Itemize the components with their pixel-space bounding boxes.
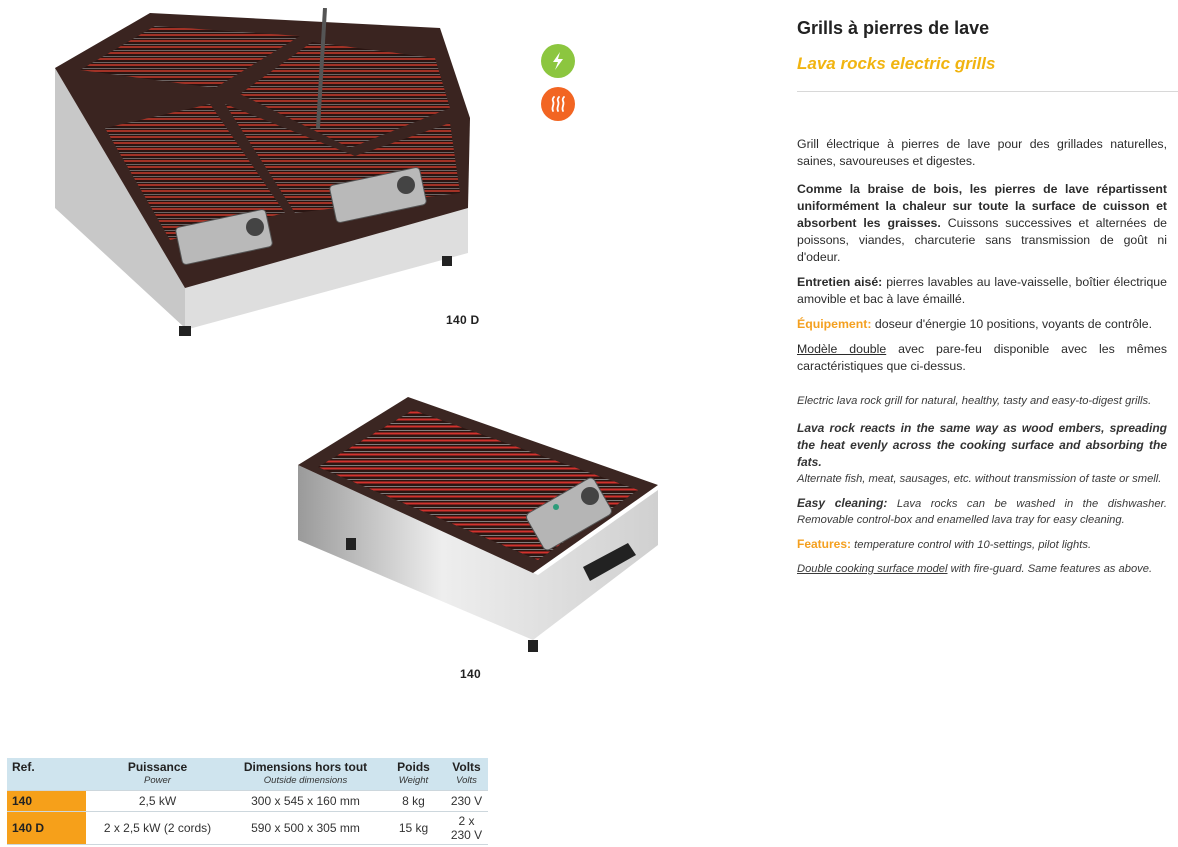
heat-waves-icon: [541, 87, 575, 121]
en-paragraph-2: [797, 420, 1167, 487]
col-header-volts: Volts Volts: [445, 758, 488, 791]
en-paragraph-3-text: Lava rocks can be washed in the dishwasher. Removable control-box and enamelled lava tray for easy cleaning.: [797, 498, 1167, 526]
fr-paragraph-3-bold: Entretien aisé:: [797, 275, 883, 289]
french-description: [797, 136, 1167, 375]
en-paragraph-5: [797, 561, 1167, 577]
title-french: Grills à pierres de lave: [797, 18, 990, 38]
cell-weight: 8 kg: [382, 791, 445, 812]
cell-volts: 230 V: [445, 791, 488, 812]
single-grill-photo: [298, 395, 663, 660]
table-row: [7, 791, 488, 812]
en-paragraph-4-text: temperature control with 10-settings, pilot lights.: [851, 539, 1092, 551]
en-paragraph-2-text: Alternate fish, meat, sausages, etc. without transmission of taste or smell.: [797, 473, 1162, 485]
en-paragraph-3: [797, 495, 1167, 528]
title-divider: [797, 91, 1178, 92]
bottom-photo-caption: 140: [460, 667, 481, 681]
fr-paragraph-4: [797, 316, 1167, 333]
top-photo-caption: 140 D: [446, 313, 480, 327]
en-paragraph-4-accent: Features:: [797, 537, 852, 551]
cell-power: 2 x 2,5 kW (2 cords): [86, 812, 229, 845]
cell-dimensions: 590 x 500 x 305 mm: [229, 812, 382, 845]
double-grill-photo: [50, 8, 480, 343]
cell-ref: 140: [7, 791, 86, 812]
title-english: Lava rocks electric grills: [797, 54, 996, 73]
en-paragraph-4: [797, 536, 1167, 553]
fr-paragraph-2-text: Cuissons successives et alternées de poissons, viandes, charcuterie sans transmission de goût ni d'odeur.: [797, 216, 1167, 264]
fr-paragraph-5-underline: Modèle double: [797, 342, 887, 356]
en-paragraph-5-underline: Double cooking surface model: [797, 563, 948, 575]
fr-paragraph-1: Grill électrique à pierres de lave pour des grillades naturelles, saines, savoureuses et digestes.: [797, 137, 1167, 168]
cell-volts: 2 x 230 V: [445, 812, 488, 845]
cell-dimensions: 300 x 545 x 160 mm: [229, 791, 382, 812]
table-header-row: [7, 758, 488, 791]
cell-weight: 15 kg: [382, 812, 445, 845]
fr-paragraph-4-text: doseur d'énergie 10 positions, voyants de contrôle.: [871, 317, 1153, 331]
fr-paragraph-3: [797, 274, 1167, 308]
col-header-ref: Ref.: [7, 758, 86, 791]
cell-power: 2,5 kW: [86, 791, 229, 812]
fr-paragraph-5: [797, 341, 1167, 375]
col-header-weight: Poids Weight: [382, 758, 445, 791]
table-row: [7, 812, 488, 845]
cell-ref: 140 D: [7, 812, 86, 845]
fr-paragraph-3-text: pierres lavables au lave-vaisselle, boîtier électrique amovible et bac à lave émaillé.: [797, 275, 1167, 306]
lightning-icon: [541, 44, 575, 78]
en-paragraph-1: Electric lava rock grill for natural, healthy, tasty and easy-to-digest grills.: [797, 395, 1152, 407]
col-header-power: Puissance Power: [86, 758, 229, 791]
fr-paragraph-5-text: avec pare-feu disponible avec les mêmes caractéristiques que ci-dessus.: [797, 342, 1167, 373]
english-description: [797, 393, 1167, 577]
specifications-table: [7, 758, 488, 845]
col-header-dimensions: Dimensions hors tout Outside dimensions: [229, 758, 382, 791]
fr-paragraph-4-accent: Équipement:: [797, 317, 872, 331]
en-paragraph-2-bold: Lava rock reacts in the same way as wood embers, spreading the heat evenly across the cooking surface and absorbing the fats.: [797, 421, 1167, 469]
en-paragraph-5-text: with fire-guard. Same features as above.: [947, 563, 1153, 575]
en-paragraph-3-bold: Easy cleaning:: [797, 496, 888, 510]
fr-paragraph-2: [797, 181, 1167, 266]
fr-paragraph-2-bold: Comme la braise de bois, les pierres de lave répartissent uniformément la chaleur sur toute la surface de cuisson et absorbent les graisses.: [797, 182, 1167, 230]
